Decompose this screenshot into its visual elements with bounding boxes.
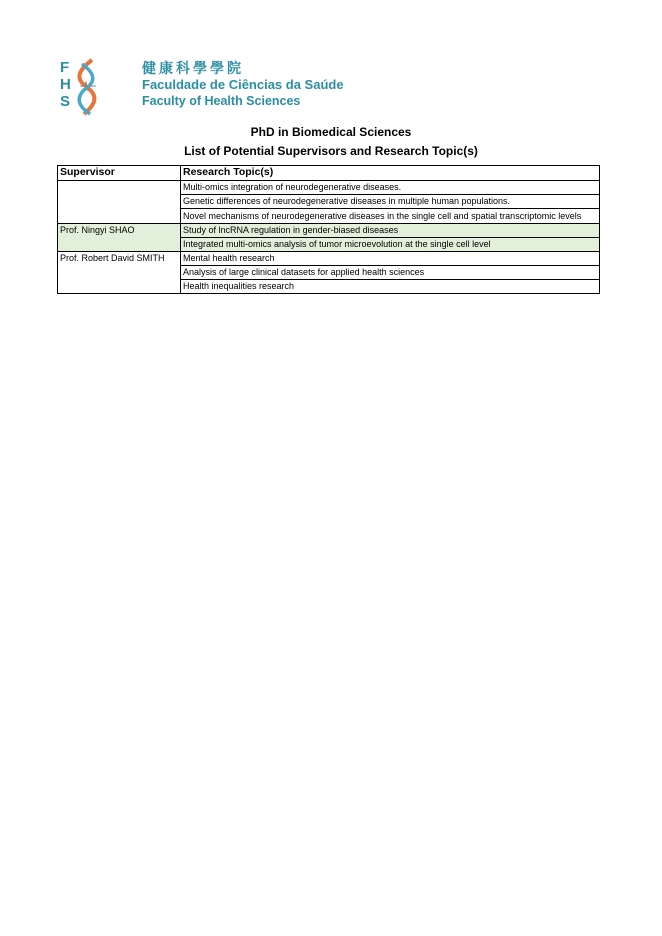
- topic-cell: Novel mechanisms of neurodegenerative diseases in the single cell and spatial transcriptomic levels: [181, 209, 600, 224]
- supervisor-cell: Prof. Robert David SMITH: [58, 252, 181, 294]
- topic-cell: Multi-omics integration of neurodegenerative diseases.: [181, 181, 600, 195]
- table-row: [58, 224, 600, 238]
- page-subtitle: List of Potential Supervisors and Research Topic(s): [184, 144, 478, 158]
- topic-cell: Genetic differences of neurodegenerative diseases in multiple human populations.: [181, 195, 600, 209]
- topic-cell: Integrated multi-omics analysis of tumor microevolution at the single cell level: [181, 238, 600, 252]
- topic-cell: Health inequalities research: [181, 280, 600, 294]
- logo-chinese: 健康科學學院: [142, 60, 244, 76]
- logo-portuguese: Faculdade de Ciências da Saúde: [142, 77, 344, 92]
- logo-letter: F: [60, 59, 70, 76]
- supervisor-cell: Prof. Ningyi SHAO: [58, 224, 181, 252]
- table-row: [58, 181, 600, 195]
- header-supervisor: Supervisor: [58, 166, 181, 181]
- supervisors-table: [57, 165, 600, 294]
- logo-english: Faculty of Health Sciences: [142, 94, 301, 108]
- dna-helix-icon: [74, 58, 100, 116]
- logo-letter: S: [60, 93, 71, 110]
- table-row: [58, 252, 600, 266]
- topic-cell: Study of lncRNA regulation in gender-biased diseases: [181, 224, 600, 238]
- table-header: [58, 166, 600, 181]
- fhs-logo: [60, 58, 344, 118]
- supervisor-cell: [58, 181, 181, 224]
- page-title: PhD in Biomedical Sciences: [250, 125, 412, 139]
- logo-letter: H: [60, 76, 71, 93]
- topic-cell: Mental health research: [181, 252, 600, 266]
- topic-cell: Analysis of large clinical datasets for applied health sciences: [181, 266, 600, 280]
- header-topics: Research Topic(s): [181, 166, 600, 181]
